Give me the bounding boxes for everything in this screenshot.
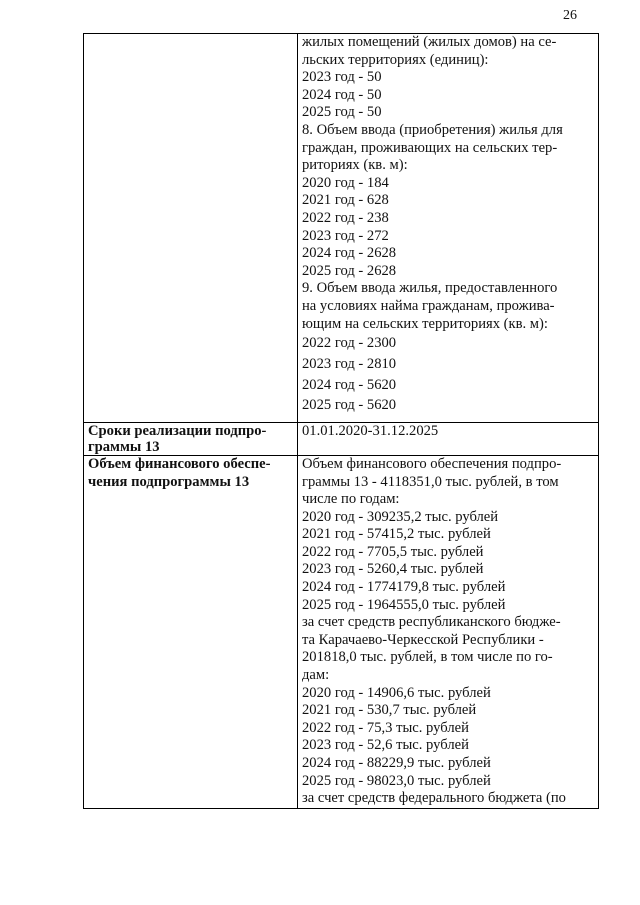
page-number: 26 bbox=[563, 8, 577, 23]
text-line: 2024 год - 88229,9 тыс. рублей bbox=[302, 755, 491, 771]
table-row bbox=[84, 455, 599, 808]
table-row bbox=[84, 422, 599, 455]
text-line: граммы 13 - 4118351,0 тыс. рублей, в том bbox=[302, 473, 559, 490]
text-line: числе по годам: bbox=[302, 491, 400, 508]
text-line: 2025 год - 50 bbox=[302, 104, 382, 121]
value-cell-period bbox=[298, 422, 599, 455]
text-line: та Карачаево-Черкесской Республики - bbox=[302, 631, 544, 648]
text-line: 2022 год - 2300 bbox=[302, 335, 397, 352]
text-line: 8. Объем ввода (приобретения) жилья для bbox=[302, 121, 563, 138]
text-line: 2021 год - 57415,2 тыс. рублей bbox=[302, 526, 491, 543]
text-line: 01.01.2020-31.12.2025 bbox=[302, 422, 439, 439]
label-line: граммы 13 bbox=[88, 438, 160, 455]
text-line: 2022 год - 238 bbox=[302, 209, 389, 226]
value-cell-funding bbox=[298, 455, 599, 808]
text-line: 2020 год - 14906,6 тыс. рублей bbox=[302, 684, 491, 701]
text-line: дам: bbox=[302, 667, 330, 684]
text-line: риториях (кв. м): bbox=[302, 157, 408, 174]
text-line: 2025 год - 2628 bbox=[302, 262, 397, 279]
text-line: 2023 год - 52,6 тыс. рублей bbox=[302, 737, 469, 754]
label-line: Объем финансового обеспе- bbox=[88, 455, 271, 472]
text-line: 2020 год - 184 bbox=[302, 174, 389, 191]
text-line: 201818,0 тыс. рублей, в том числе по го- bbox=[302, 649, 553, 666]
text-line: 2022 год - 7705,5 тыс. рублей bbox=[302, 543, 484, 560]
text-line: за счет средств республиканского бюдже- bbox=[302, 614, 561, 631]
label-cell-period bbox=[84, 422, 298, 455]
text-line: 2020 год - 309235,2 тыс. рублей bbox=[302, 508, 499, 525]
text-line: 2024 год - 2628 bbox=[302, 245, 397, 262]
text-line: 2023 год - 5260,4 тыс. рублей bbox=[302, 561, 484, 578]
text-line: за счет средств федерального бюджета (по bbox=[302, 790, 566, 807]
text-line: 2023 год - 272 bbox=[302, 227, 389, 244]
text-line: 2025 год - 1964555,0 тыс. рублей bbox=[302, 596, 506, 613]
value-cell-targets bbox=[298, 34, 599, 423]
text-line: 2025 год - 98023,0 тыс. рублей bbox=[302, 772, 491, 789]
text-line: 2024 год - 5620 bbox=[302, 376, 397, 393]
text-line: 2021 год - 628 bbox=[302, 192, 389, 209]
text-line: Объем финансового обеспечения подпро- bbox=[302, 455, 562, 472]
text-line: 2025 год - 5620 bbox=[302, 397, 397, 414]
text-line: жилых помещений (жилых домов) на се- bbox=[302, 34, 557, 50]
table-row bbox=[84, 34, 599, 423]
label-cell-funding bbox=[84, 455, 298, 808]
text-line: 2022 год - 75,3 тыс. рублей bbox=[302, 719, 469, 736]
text-line: граждан, проживающих на сельских тер- bbox=[302, 139, 558, 156]
label-line: Сроки реализации подпро- bbox=[88, 422, 267, 439]
text-line: 2024 год - 1774179,8 тыс. рублей bbox=[302, 579, 506, 596]
text-line: на условиях найма гражданам, прожива- bbox=[302, 297, 555, 314]
text-line: льских территориях (единиц): bbox=[302, 51, 489, 68]
text-line: 9. Объем ввода жилья, предоставленного bbox=[302, 280, 558, 297]
label-line: чения подпрограммы 13 bbox=[88, 473, 250, 490]
text-line: 2021 год - 530,7 тыс. рублей bbox=[302, 702, 477, 719]
text-line: 2024 год - 50 bbox=[302, 86, 382, 103]
text-line: 2023 год - 2810 bbox=[302, 355, 397, 372]
text-line: ющим на сельских территориях (кв. м): bbox=[302, 315, 548, 332]
label-cell-empty bbox=[84, 34, 298, 423]
passport-table bbox=[83, 33, 599, 809]
text-line: 2023 год - 50 bbox=[302, 69, 382, 86]
